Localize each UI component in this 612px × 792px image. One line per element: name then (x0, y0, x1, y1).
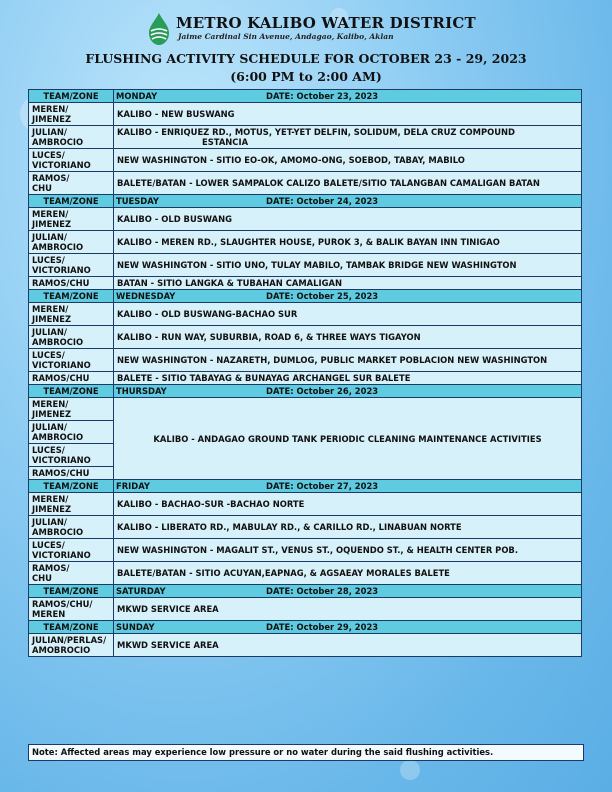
day-header-cell (114, 621, 582, 634)
team-cell: MEREN/ JIMENEZ (29, 103, 114, 126)
area-cell: KALIBO - NEW BUSWANG (114, 103, 582, 126)
water-drop-logo-icon (146, 12, 172, 46)
day-header-row (29, 90, 582, 103)
area-cell-continuation: ESTANCIA (202, 137, 249, 147)
team-zone-header: TEAM/ZONE (29, 290, 114, 303)
table-row (29, 372, 582, 385)
team-zone-header: TEAM/ZONE (29, 195, 114, 208)
area-cell: NEW WASHINGTON - MAGALIT ST., VENUS ST., OQUENDO ST., & HEALTH CENTER POB. (114, 539, 582, 562)
day-name: SATURDAY (116, 586, 166, 596)
organization-address: Jaime Cardinal Sin Avenue, Andagao, Kalibo, Aklan (178, 32, 394, 41)
table-row (29, 303, 582, 326)
team-cell: LUCES/ VICTORIANO (29, 539, 114, 562)
table-row (29, 349, 582, 372)
team-cell: JULIAN/PERLAS/ AMOBROCIO (29, 634, 114, 657)
team-cell: MEREN/ JIMENEZ (29, 208, 114, 231)
organization-name: METRO KALIBO WATER DISTRICT (176, 14, 476, 32)
day-date: DATE: October 28, 2023 (266, 586, 379, 596)
day-header-row (29, 290, 582, 303)
team-cell: RAMOS/CHU (29, 277, 114, 290)
team-cell: JULIAN/ AMBROCIO (29, 126, 114, 149)
day-date: DATE: October 29, 2023 (266, 622, 379, 632)
page-title: FLUSHING ACTIVITY SCHEDULE FOR OCTOBER 23 - 29, 2023 (85, 51, 527, 66)
table-row (29, 598, 582, 621)
area-cell: KALIBO - LIBERATO RD., MABULAY RD., & CARILLO RD., LINABUAN NORTE (114, 516, 582, 539)
team-zone-header: TEAM/ZONE (29, 621, 114, 634)
table-row (29, 516, 582, 539)
team-cell: LUCES/ VICTORIANO (29, 254, 114, 277)
table-row (29, 326, 582, 349)
day-name: TUESDAY (116, 196, 159, 206)
team-cell: LUCES/ VICTORIANO (29, 349, 114, 372)
day-header-row (29, 480, 582, 493)
team-zone-header: TEAM/ZONE (29, 585, 114, 598)
day-name: WEDNESDAY (116, 291, 176, 301)
day-header-cell (114, 585, 582, 598)
day-header-cell (114, 480, 582, 493)
day-date: DATE: October 24, 2023 (266, 196, 379, 206)
table-row (29, 208, 582, 231)
team-cell: RAMOS/ CHU (29, 562, 114, 585)
day-date: DATE: October 26, 2023 (266, 386, 379, 396)
day-header-row (29, 621, 582, 634)
flushing-schedule-table (28, 89, 582, 657)
team-cell: LUCES/ VICTORIANO (29, 444, 114, 467)
area-cell: KALIBO - MEREN RD., SLAUGHTER HOUSE, PUROK 3, & BALIK BAYAN INN TINIGAO (114, 231, 582, 254)
area-cell: BATAN - SITIO LANGKA & TUBAHAN CAMALIGAN (114, 277, 582, 290)
team-cell: JULIAN/ AMBROCIO (29, 231, 114, 254)
area-cell: NEW WASHINGTON - NAZARETH, DUMLOG, PUBLIC MARKET POBLACION NEW WASHINGTON (114, 349, 582, 372)
area-cell: KALIBO - ENRIQUEZ RD., MOTUS, YET-YET DELFIN, SOLIDUM, DELA CRUZ COMPOUND ESTANCIA (114, 126, 582, 149)
affected-areas-note: Note: Affected areas may experience low pressure or no water during the said flushing activities. (28, 744, 584, 761)
table-row (29, 254, 582, 277)
table-row (29, 634, 582, 657)
team-zone-header: TEAM/ZONE (29, 385, 114, 398)
area-cell-merged: KALIBO - ANDAGAO GROUND TANK PERIODIC CLEANING MAINTENANCE ACTIVITIES (114, 398, 582, 480)
team-zone-header: TEAM/ZONE (29, 90, 114, 103)
document-header (0, 10, 612, 84)
area-cell: MKWD SERVICE AREA (114, 634, 582, 657)
table-row (29, 493, 582, 516)
team-cell: RAMOS/CHU (29, 372, 114, 385)
team-cell: JULIAN/ AMBROCIO (29, 516, 114, 539)
area-cell: KALIBO - RUN WAY, SUBURBIA, ROAD 6, & THREE WAYS TIGAYON (114, 326, 582, 349)
table-row (29, 149, 582, 172)
day-header-row (29, 585, 582, 598)
team-cell: MEREN/ JIMENEZ (29, 398, 114, 421)
day-date: DATE: October 27, 2023 (266, 481, 379, 491)
team-cell: LUCES/ VICTORIANO (29, 149, 114, 172)
table-row (29, 231, 582, 254)
table-row (29, 126, 582, 149)
team-cell: JULIAN/ AMBROCIO (29, 421, 114, 444)
day-header-row (29, 385, 582, 398)
day-header-row (29, 195, 582, 208)
day-date: DATE: October 25, 2023 (266, 291, 379, 301)
area-cell: KALIBO - OLD BUSWANG-BACHAO SUR (114, 303, 582, 326)
area-cell: KALIBO - OLD BUSWANG (114, 208, 582, 231)
day-name: FRIDAY (116, 481, 150, 491)
team-cell: MEREN/ JIMENEZ (29, 493, 114, 516)
day-header-cell (114, 90, 582, 103)
table-row (29, 398, 582, 421)
day-header-cell (114, 385, 582, 398)
table-row (29, 277, 582, 290)
day-name: SUNDAY (116, 622, 155, 632)
area-cell: BALETE - SITIO TABAYAG & BUNAYAG ARCHANGEL SUR BALETE (114, 372, 582, 385)
area-cell: NEW WASHINGTON - SITIO EO-OK, AMOMO-ONG, SOEBOD, TABAY, MABILO (114, 149, 582, 172)
table-row (29, 539, 582, 562)
day-header-cell (114, 195, 582, 208)
team-cell: RAMOS/ CHU (29, 172, 114, 195)
area-cell: KALIBO - BACHAO-SUR -BACHAO NORTE (114, 493, 582, 516)
team-zone-header: TEAM/ZONE (29, 480, 114, 493)
time-range-subtitle: (6:00 PM to 2:00 AM) (230, 69, 382, 84)
day-name: THURSDAY (116, 386, 167, 396)
team-cell: JULIAN/ AMBROCIO (29, 326, 114, 349)
day-name: MONDAY (116, 91, 158, 101)
area-cell: BALETE/BATAN - LOWER SAMPALOK CALIZO BALETE/SITIO TALANGBAN CAMALIGAN BATAN (114, 172, 582, 195)
day-date: DATE: October 23, 2023 (266, 91, 379, 101)
day-header-cell (114, 290, 582, 303)
team-cell: MEREN/ JIMENEZ (29, 303, 114, 326)
area-cell: MKWD SERVICE AREA (114, 598, 582, 621)
team-cell: RAMOS/CHU/ MEREN (29, 598, 114, 621)
table-row (29, 562, 582, 585)
area-cell: BALETE/BATAN - SITIO ACUYAN,EAPNAG, & AGSAEAY MORALES BALETE (114, 562, 582, 585)
table-row (29, 103, 582, 126)
table-row (29, 172, 582, 195)
area-cell: NEW WASHINGTON - SITIO UNO, TULAY MABILO, TAMBAK BRIDGE NEW WASHINGTON (114, 254, 582, 277)
team-cell: RAMOS/CHU (29, 467, 114, 480)
